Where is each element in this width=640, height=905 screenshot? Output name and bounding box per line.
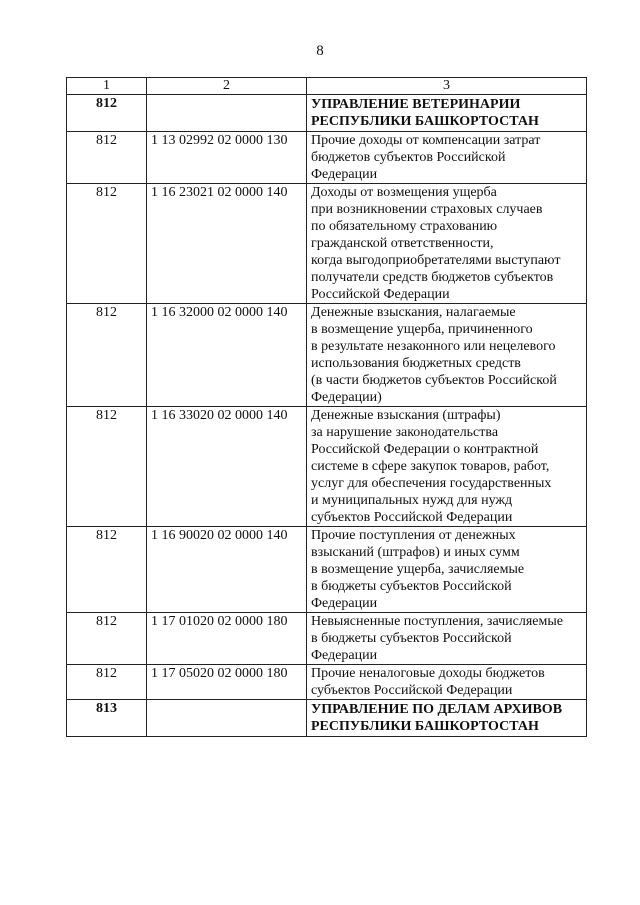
kbk-code-cell: 1 16 23021 02 0000 140 [147,184,307,304]
admin-code-cell: 812 [67,407,147,527]
admin-code-cell: 812 [67,132,147,184]
revenue-name-cell: Невыясненные поступления, зачисляемые в бюджеты субъектов Российской Федерации [307,613,587,665]
department-name-cell: УПРАВЛЕНИЕ ВЕТЕРИНАРИИ РЕСПУБЛИКИ БАШКОРТОСТАН [307,95,587,132]
revenue-name-cell: Денежные взыскания, налагаемые в возмещение ущерба, причиненного в результате незаконного или нецелевого использования бюджетных средств (в части бюджетов субъектов Российской Федерации) [307,304,587,407]
kbk-code-cell: 1 16 32000 02 0000 140 [147,304,307,407]
table-row [67,184,587,304]
department-name-cell: УПРАВЛЕНИЕ ПО ДЕЛАМ АРХИВОВ РЕСПУБЛИКИ БАШКОРТОСТАН [307,700,587,737]
kbk-code-cell: 1 17 01020 02 0000 180 [147,613,307,665]
department-row [67,700,587,737]
admin-code-cell: 812 [67,95,147,132]
admin-code-cell: 812 [67,613,147,665]
table-row [67,132,587,184]
revenue-classification-table [66,77,587,737]
table-header-row [67,78,587,95]
admin-code-cell: 812 [67,665,147,700]
revenue-name-cell: Доходы от возмещения ущерба при возникновении страховых случаев по обязательному страхованию гражданской ответственности, когда выгодоприобретателями выступают получатели средств бюджетов субъектов Российской Федерации [307,184,587,304]
revenue-name-cell: Прочие неналоговые доходы бюджетов субъектов Российской Федерации [307,665,587,700]
column-header-2: 2 [147,78,307,95]
kbk-code-cell [147,700,307,737]
admin-code-cell: 813 [67,700,147,737]
table-row [67,527,587,613]
table-row [67,407,587,527]
admin-code-cell: 812 [67,527,147,613]
column-header-3: 3 [307,78,587,95]
kbk-code-cell: 1 13 02992 02 0000 130 [147,132,307,184]
kbk-code-cell: 1 16 90020 02 0000 140 [147,527,307,613]
revenue-name-cell: Прочие доходы от компенсации затрат бюджетов субъектов Российской Федерации [307,132,587,184]
kbk-code-cell [147,95,307,132]
table-row [67,613,587,665]
column-header-1: 1 [67,78,147,95]
department-row [67,95,587,132]
admin-code-cell: 812 [67,184,147,304]
revenue-name-cell: Денежные взыскания (штрафы) за нарушение законодательства Российской Федерации о контрактной системе в сфере закупок товаров, работ, услуг для обеспечения государственных и муниципальных нужд для нужд субъектов Российской Федерации [307,407,587,527]
kbk-code-cell: 1 17 05020 02 0000 180 [147,665,307,700]
table-row [67,304,587,407]
kbk-code-cell: 1 16 33020 02 0000 140 [147,407,307,527]
revenue-name-cell: Прочие поступления от денежных взысканий (штрафов) и иных сумм в возмещение ущерба, зачисляемые в бюджеты субъектов Российской Федерации [307,527,587,613]
page-number: 8 [316,43,324,59]
table-row [67,665,587,700]
admin-code-cell: 812 [67,304,147,407]
